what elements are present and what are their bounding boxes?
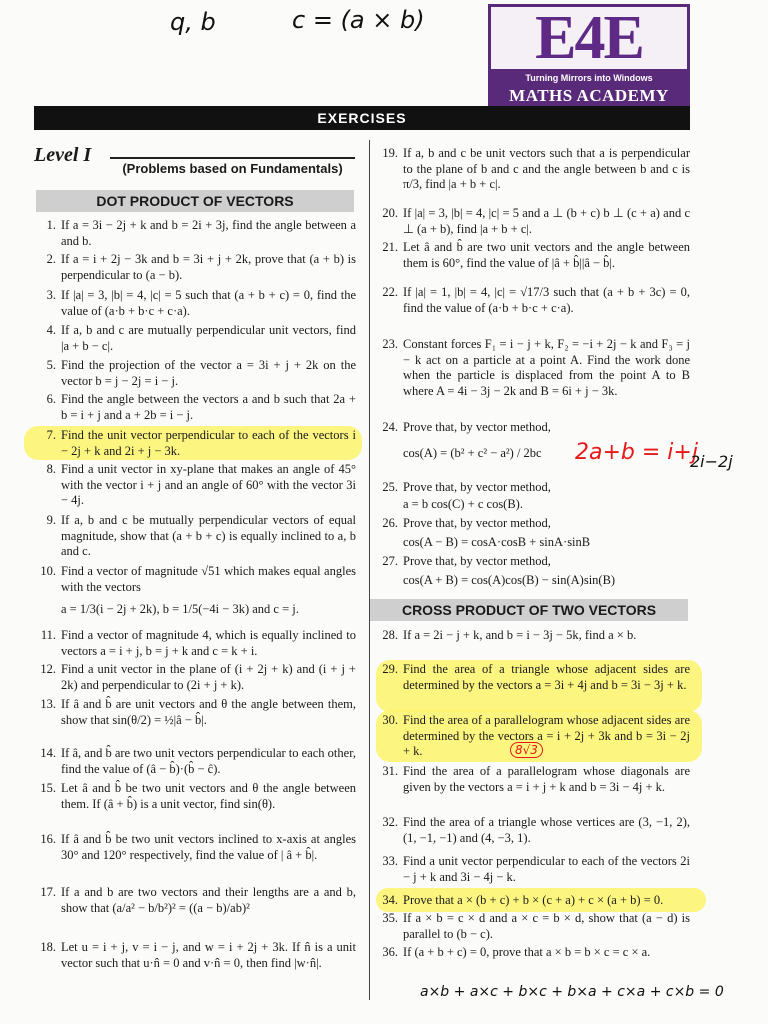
- level-rule: [110, 157, 355, 159]
- column-divider: [369, 140, 370, 1000]
- logo-mark: E4E: [488, 4, 690, 72]
- section-heading-cross-product: CROSS PRODUCT OF TWO VECTORS: [370, 599, 688, 621]
- level-subtitle: (Problems based on Fundamentals): [122, 161, 343, 176]
- handwritten-bottom-note: a×b + a×c + b×c + b×a + c×a + c×b = 0: [420, 984, 724, 1000]
- page-title: EXERCISES: [34, 106, 690, 130]
- handwritten-note-top-right: c = (a × b): [292, 6, 425, 34]
- level-label: Level I: [34, 144, 92, 166]
- handwritten-note-top-left: q, b: [170, 8, 216, 36]
- handwritten-red-note: 2a+b = i+j: [575, 440, 698, 465]
- academy-logo: [488, 4, 690, 106]
- handwritten-side-note: 2i−2j: [690, 452, 733, 471]
- logo-academy-name: MATHS ACADEMY: [509, 86, 669, 105]
- logo-tagline: Turning Mirrors into Windows: [525, 73, 653, 83]
- handwritten-circled-answer: 8√3: [510, 742, 543, 758]
- section-heading-dot-product: DOT PRODUCT OF VECTORS: [36, 190, 354, 212]
